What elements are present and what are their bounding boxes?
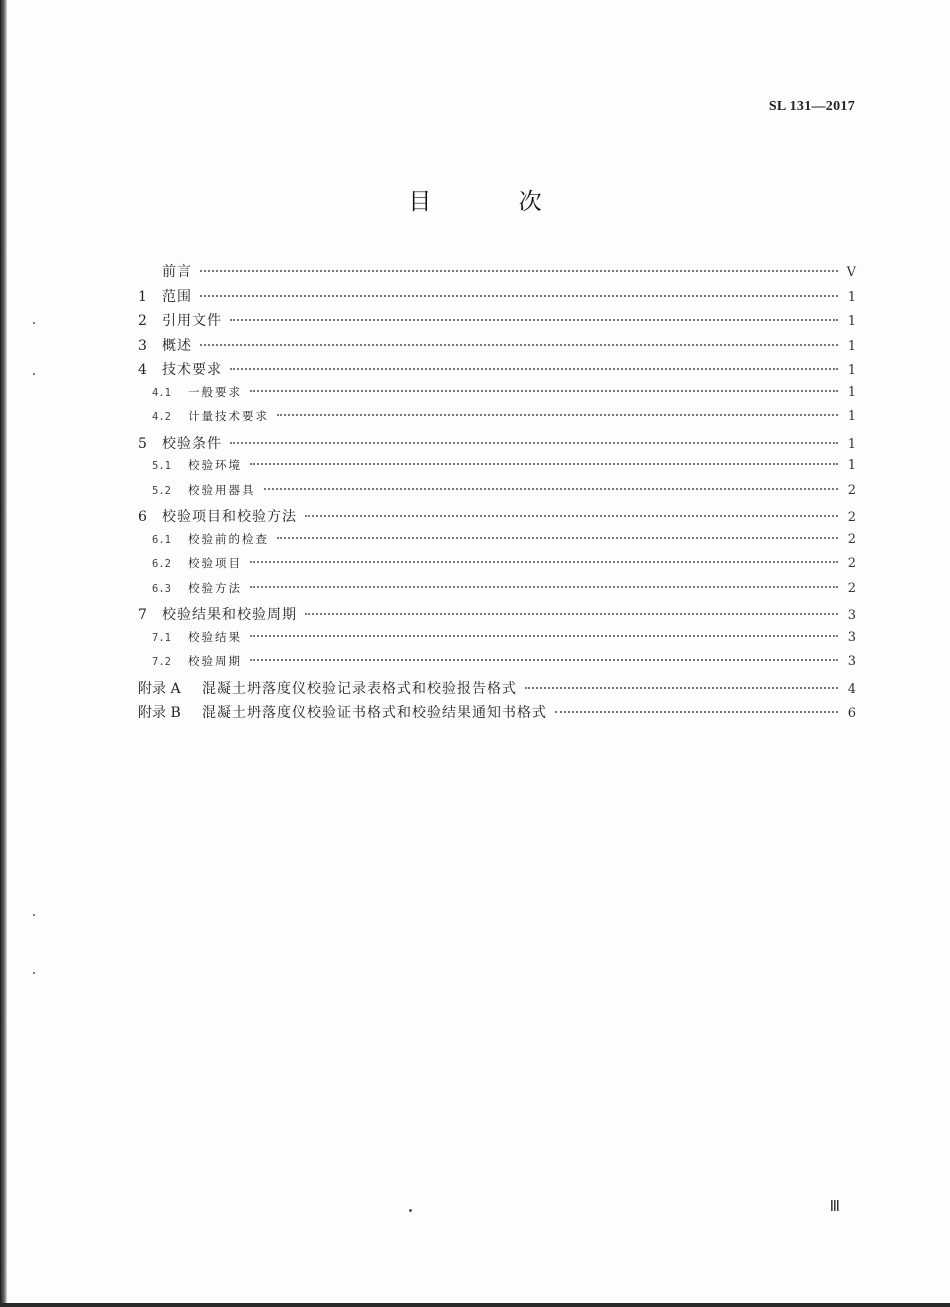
toc-row[interactable] [138,678,856,703]
toc-label: 校验方法 [188,580,242,595]
toc-page: 2 [847,531,856,547]
toc-leader-dots [277,413,838,416]
toc-page: 1 [847,338,856,354]
toc-label: 校验环境 [188,458,242,472]
toc-row[interactable] [138,433,856,458]
toc-page: 3 [847,608,856,623]
toc-label: 校验结果和校验周期 [162,607,297,623]
toc-page: 3 [847,654,856,669]
toc-number: 6.1 [152,533,171,546]
toc-number: 附录 B [138,705,181,721]
toc-row[interactable] [138,702,856,727]
toc-leader-dots [250,585,838,588]
toc-page: 4 [847,681,856,697]
toc-row[interactable] [138,506,856,531]
toc-page: 3 [847,629,856,645]
toc-label: 计量技术要求 [188,409,269,423]
scan-speck [33,972,35,974]
toc-leader-dots [200,269,838,272]
toc-row[interactable] [138,580,856,605]
toc-row[interactable] [138,457,856,482]
toc-label: 引用文件 [162,313,222,329]
toc-number: 2 [138,313,147,329]
toc-page: 1 [847,384,856,400]
toc-number: 附录 A [138,680,181,697]
toc-row[interactable] [138,604,856,629]
toc-leader-dots [250,634,838,637]
toc-row[interactable] [138,359,856,384]
standard-code: SL 131—2017 [768,99,855,114]
toc-row[interactable] [138,384,856,409]
toc-page: 2 [847,510,856,525]
toc-row[interactable] [138,629,856,654]
scan-speck [33,373,35,375]
toc-leader-dots [250,658,838,661]
scan-speck [409,1209,412,1212]
toc-label: 校验周期 [188,654,242,668]
toc-row[interactable] [138,482,856,507]
toc-leader-dots [230,318,838,321]
toc-leader-dots [305,612,838,615]
toc-number: 5 [138,435,147,452]
toc-label: 校验前的检查 [188,531,269,546]
toc-label: 范围 [162,288,192,305]
toc-number: 1 [138,288,147,305]
toc-row[interactable] [138,653,856,678]
toc-page: 1 [847,436,856,452]
toc-number: 6.2 [152,558,171,570]
toc-number: 7 [138,607,147,623]
toc-label: 混凝土坍落度仪校验证书格式和校验结果通知书格式 [202,705,547,721]
toc-number: 6.3 [152,582,171,595]
toc-row[interactable] [138,531,856,556]
toc-label: 技术要求 [162,362,222,378]
toc-page: 2 [847,580,856,596]
toc-leader-dots [200,294,838,297]
toc-leader-dots [277,536,838,539]
toc-leader-dots [200,343,838,346]
toc-label: 前言 [162,264,192,280]
toc-label: 校验项目和校验方法 [162,509,297,525]
toc-number: 4 [138,362,147,378]
toc-label: 校验项目 [188,556,242,570]
toc-leader-dots [250,560,838,563]
toc-number: 3 [138,337,147,354]
scan-speck [33,322,35,324]
toc-page: 1 [847,363,856,378]
toc-row[interactable] [138,286,856,311]
scan-speck [33,914,35,916]
toc-label: 校验结果 [188,629,242,644]
toc-page: 1 [847,458,856,473]
toc-number: 4.2 [152,411,171,423]
toc-page: 1 [847,314,856,329]
toc-row[interactable] [138,310,856,335]
toc-label: 一般要求 [188,384,242,399]
toc-leader-dots [555,710,838,713]
toc-row[interactable] [138,408,856,433]
toc-leader-dots [525,686,838,689]
toc-number: 7.1 [152,631,171,644]
toc-label: 校验条件 [162,435,222,452]
toc-number: 5.2 [152,484,171,497]
toc-label: 校验用器具 [188,482,256,497]
toc-leader-dots [250,389,838,392]
toc-page: 6 [847,706,856,721]
toc-number: 6 [138,509,147,525]
toc-number: 4.1 [152,386,171,399]
toc-leader-dots [264,487,839,490]
toc-number: 7.2 [152,656,171,668]
toc-page: 2 [847,556,856,571]
toc-row[interactable] [138,261,856,286]
toc-page: V [846,265,856,280]
page-number: Ⅲ [829,1199,840,1215]
toc-leader-dots [230,441,838,444]
toc-row[interactable] [138,555,856,580]
toc-number: 5.1 [152,460,171,472]
toc-leader-dots [250,462,838,465]
scan-bottom-edge [0,1303,950,1307]
toc-leader-dots [305,514,838,517]
toc-row[interactable] [138,335,856,360]
toc-leader-dots [230,367,838,370]
table-of-contents [138,261,856,727]
toc-page: 2 [847,482,856,498]
page-title: 目 次 [408,189,582,215]
toc-label: 概述 [162,337,192,354]
toc-label: 混凝土坍落度仪校验记录表格式和校验报告格式 [202,680,517,697]
toc-page: 1 [847,289,856,305]
toc-page: 1 [847,409,856,424]
